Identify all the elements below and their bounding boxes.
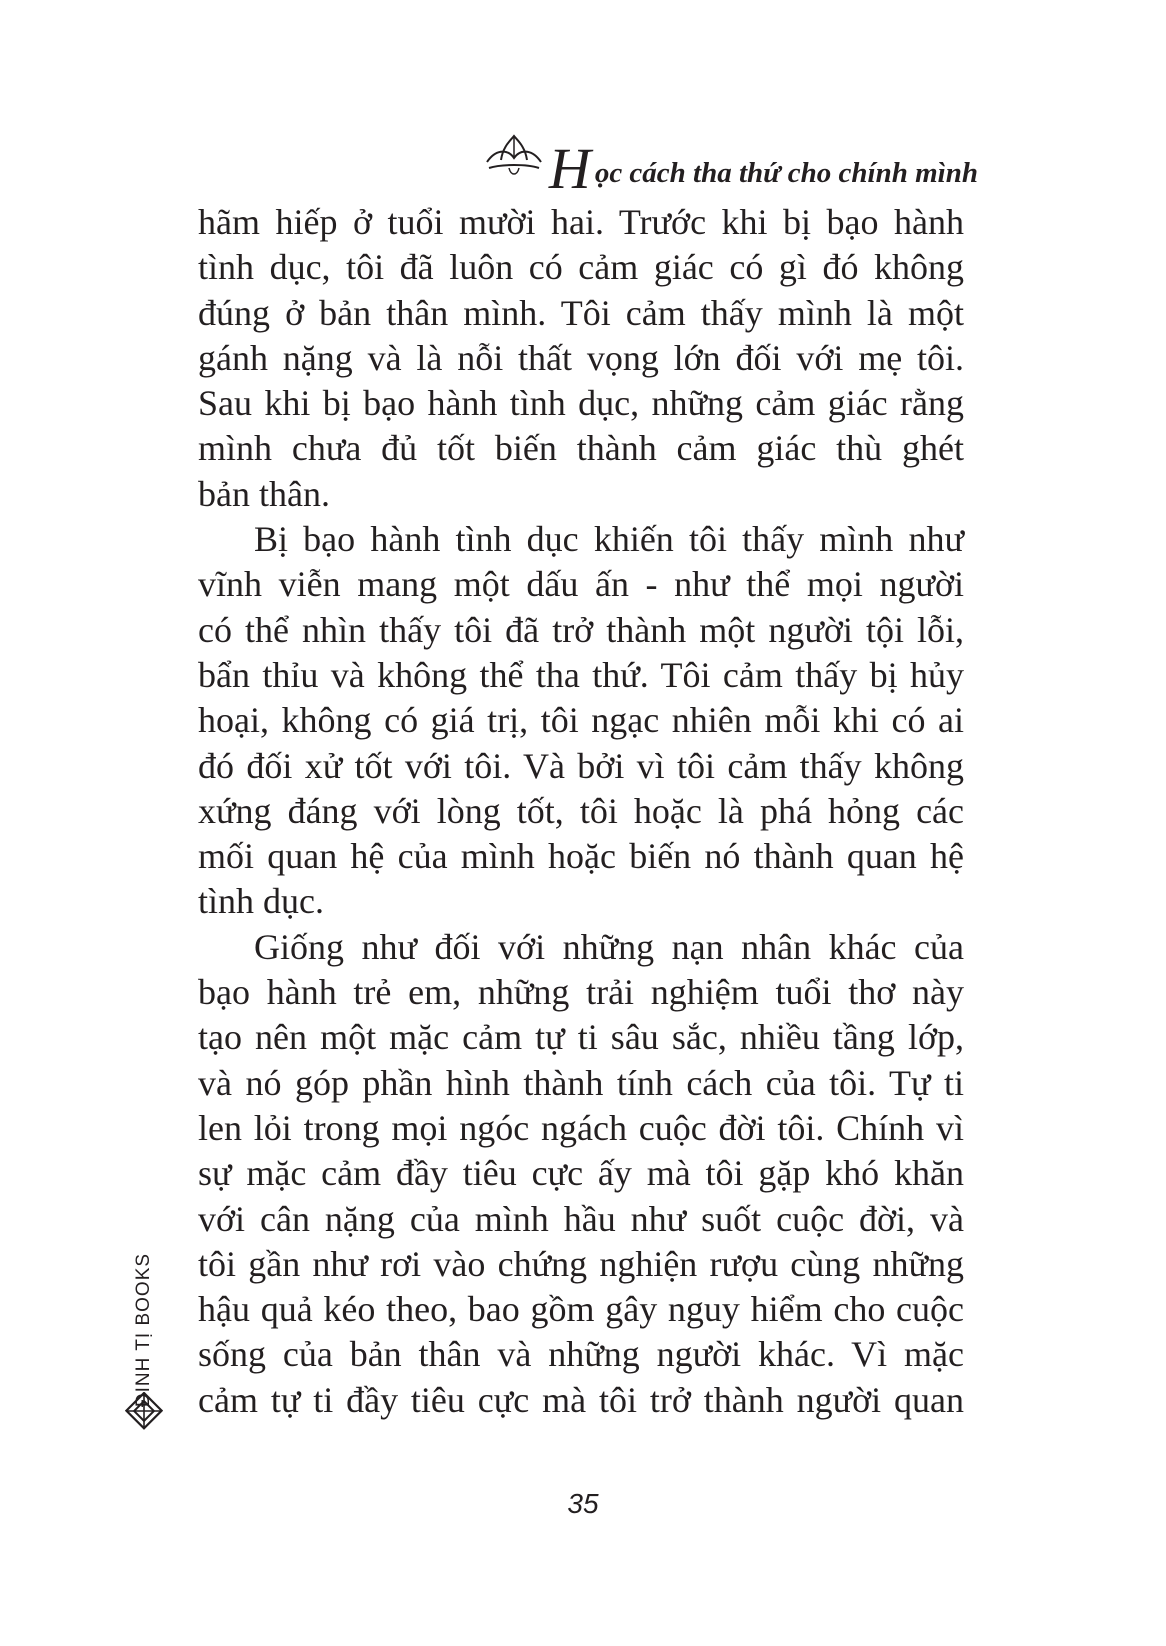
text-line: bạo hành trẻ em, những trải nghiệm tuổi thơ này	[198, 972, 964, 1013]
text-line: vĩnh viễn mang một dấu ấn - như thể mọi người	[198, 564, 964, 605]
text-line: tình dục, tôi đã luôn có cảm giác có gì đó không	[198, 247, 964, 288]
text-line: xứng đáng với lòng tốt, tôi hoặc là phá hỏng các	[198, 790, 964, 831]
text-line: hãm hiếp ở tuổi mười hai. Trước khi bị bạo hành	[198, 202, 964, 242]
text-line: tôi gần như rơi vào chứng nghiện rượu cùng những	[198, 1243, 964, 1284]
text-line: bẩn thỉu và không thể tha thứ. Tôi cảm thấy bị hủy	[198, 654, 964, 695]
publisher-name: ĐINH TỊ BOOKS	[133, 1252, 154, 1408]
text-line: Sau khi bị bạo hành tình dục, những cảm giác rằng	[198, 383, 964, 424]
text-line: đúng ở bản thân mình. Tôi cảm thấy mình là một	[198, 292, 964, 333]
body-text	[198, 200, 964, 1423]
text-line: Bị bạo hành tình dục khiến tôi thấy mình như	[254, 519, 964, 560]
text-line: sống của bản thân và những người khác. Vì mặc	[198, 1334, 964, 1375]
page-number: 35	[567, 1488, 599, 1519]
text-line: và nó góp phần hình thành tính cách của tôi. Tự ti	[198, 1062, 964, 1103]
text-line: hoại, không có giá trị, tôi ngạc nhiên mỗi khi có ai	[198, 700, 964, 741]
header-title: ọc cách tha thứ cho chính mình	[594, 157, 978, 189]
text-line: Giống như đối với những nạn nhân khác của	[254, 926, 964, 967]
text-line: có thể nhìn thấy tôi đã trở thành một người tội lỗi,	[198, 609, 964, 650]
text-line: mối quan hệ của mình hoặc biến nó thành quan hệ	[198, 836, 964, 877]
running-header	[481, 128, 978, 201]
text-line: bản thân.	[198, 473, 330, 514]
text-line: sự mặc cảm đầy tiêu cực ấy mà tôi gặp khó khăn	[198, 1153, 964, 1194]
text-line: mình chưa đủ tốt biến thành cảm giác thù ghét	[198, 428, 964, 469]
text-line: gánh nặng và là nỗi thất vọng lớn đối với mẹ tôi.	[198, 337, 964, 378]
text-line: đó đối xử tốt với tôi. Và bởi vì tôi cảm thấy không	[198, 745, 964, 786]
text-line: len lỏi trong mọi ngóc ngách cuộc đời tôi. Chính vì	[198, 1107, 964, 1148]
text-line: cảm tự ti đầy tiêu cực mà tôi trở thành người quan	[198, 1379, 964, 1420]
lotus-ornament-icon	[481, 128, 547, 188]
header-initial: H	[548, 136, 591, 201]
text-line: tạo nên một mặc cảm tự ti sâu sắc, nhiều tầng lớp,	[198, 1017, 964, 1058]
publisher-brand	[129, 1252, 159, 1430]
text-line: tình dục.	[198, 881, 324, 922]
text-line: với cân nặng của mình hầu như suốt cuộc đời, và	[198, 1198, 964, 1239]
text-line: hậu quả kéo theo, bao gồm gây nguy hiểm cho cuộc	[198, 1289, 964, 1330]
publisher-logo-icon	[125, 1392, 163, 1430]
